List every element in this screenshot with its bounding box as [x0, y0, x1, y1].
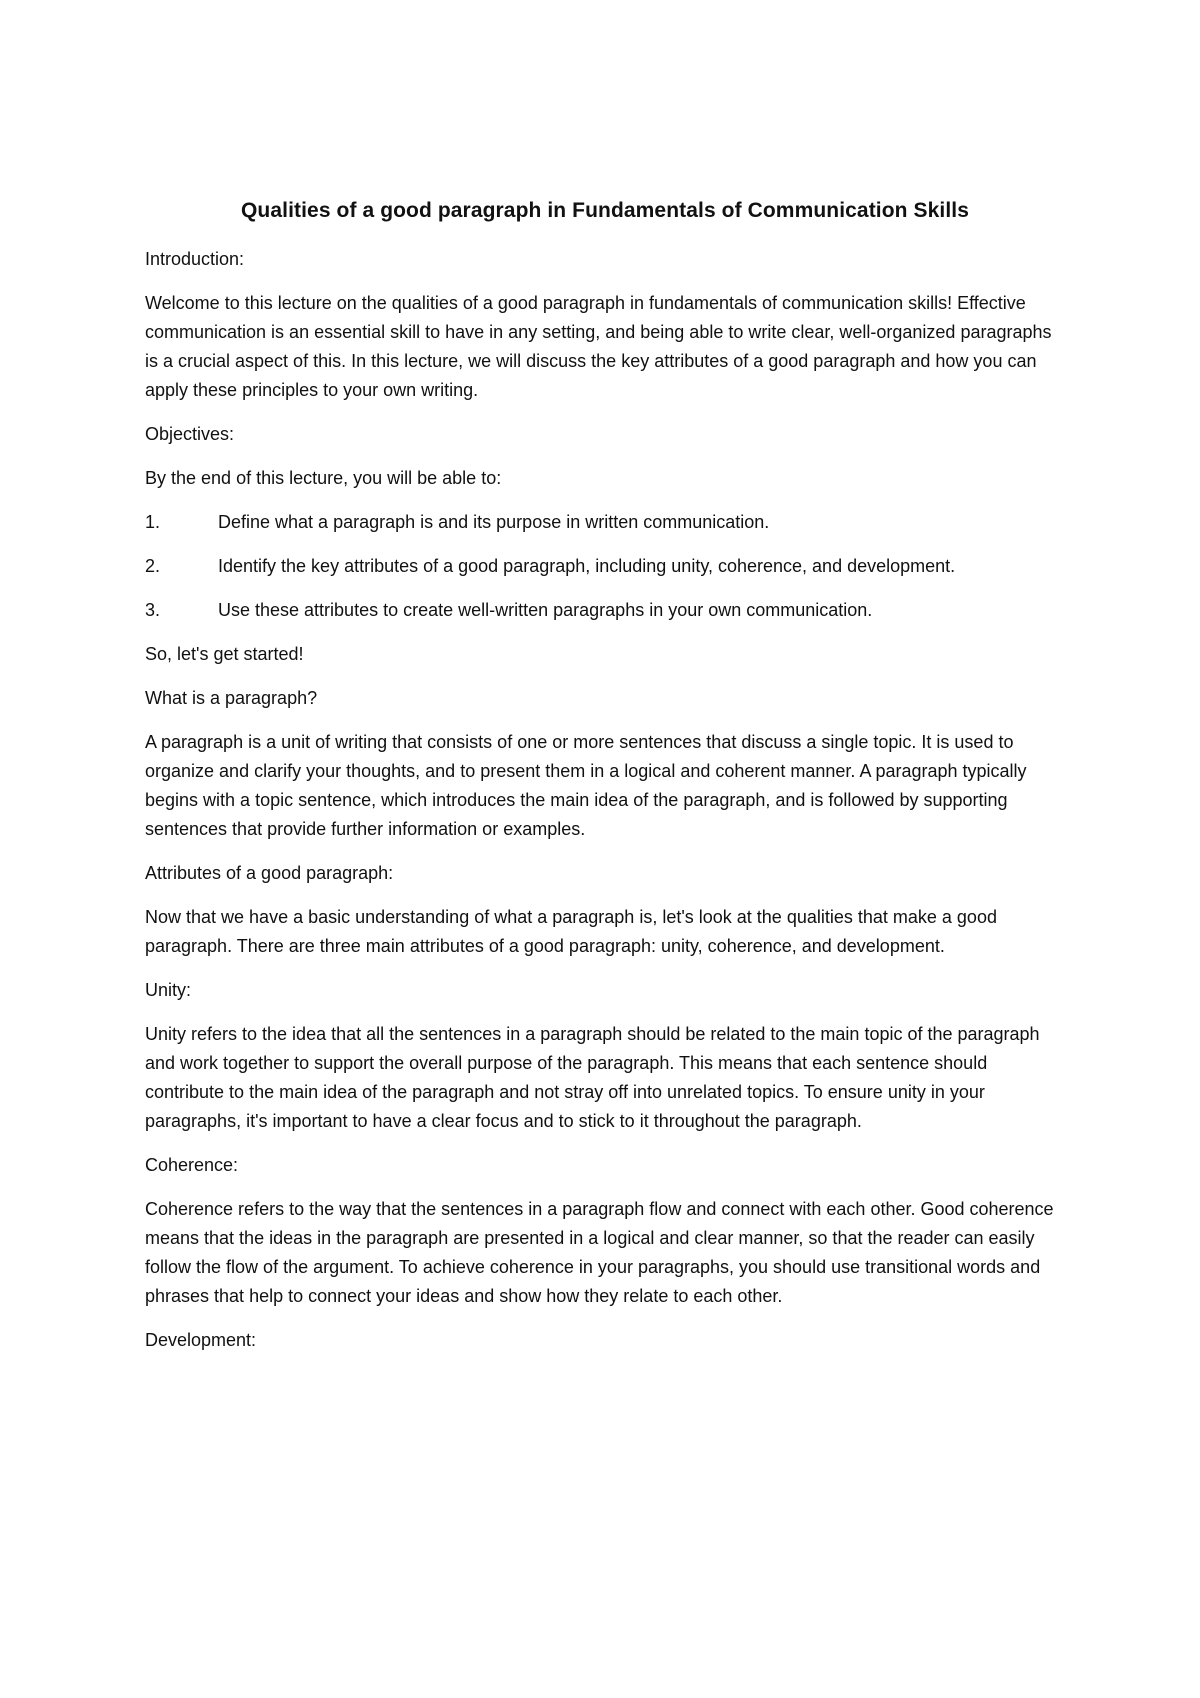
- coherence-heading: Coherence:: [145, 1155, 239, 1175]
- attributes-text: Now that we have a basic understanding of what a paragraph is, let's look at the qualities that make a good paragraph. There are three main attributes of a good paragraph: unity, coherence, and development.: [145, 907, 997, 956]
- objective-text: Define what a paragraph is and its purpose in written communication.: [218, 512, 770, 532]
- introduction-heading: Introduction:: [145, 249, 245, 269]
- objective-text: Use these attributes to create well-written paragraphs in your own communication.: [218, 600, 873, 620]
- development-heading: Development:: [145, 1330, 257, 1350]
- objective-item-1: [145, 508, 1065, 537]
- objective-number: 2.: [145, 556, 161, 576]
- objectives-lead: By the end of this lecture, you will be able to:: [145, 468, 502, 488]
- objective-item-3: [145, 596, 1065, 625]
- document-body: [145, 197, 1065, 1370]
- page-title: Qualities of a good paragraph in Fundamentals of Communication Skills: [241, 199, 969, 222]
- introduction-paragraph: Welcome to this lecture on the qualities of a good paragraph in fundamentals of communication skills! Effective communication is an essential skill to have in any setting, and being able to write clear, well-organized paragraphs is a crucial aspect of this. In this lecture, we will discuss the key attributes of a good paragraph and how you can apply these principles to your own writing.: [145, 293, 1052, 400]
- objective-number: 1.: [145, 512, 161, 532]
- what-is-paragraph-heading: What is a paragraph?: [145, 688, 318, 708]
- objective-number: 3.: [145, 600, 161, 620]
- start-line: So, let's get started!: [145, 644, 304, 664]
- unity-text: Unity refers to the idea that all the sentences in a paragraph should be related to the main topic of the paragraph and work together to support the overall purpose of the paragraph. This means that each sentence should contribute to the main idea of the paragraph and not stray off into unrelated topics. To ensure unity in your paragraphs, it's important to have a clear focus and to stick to it throughout the paragraph.: [145, 1024, 1040, 1131]
- objectives-heading: Objectives:: [145, 424, 235, 444]
- coherence-text: Coherence refers to the way that the sentences in a paragraph flow and connect with each other. Good coherence means that the ideas in the paragraph are presented in a logical and clear manner, so that the reader can easily follow the flow of the argument. To achieve coherence in your paragraphs, you should use transitional words and phrases that help to connect your ideas and show how they relate to each other.: [145, 1199, 1054, 1306]
- what-is-paragraph-text: A paragraph is a unit of writing that consists of one or more sentences that discuss a single topic. It is used to organize and clarify your thoughts, and to present them in a logical and coherent manner. A paragraph typically begins with a topic sentence, which introduces the main idea of the paragraph, and is followed by supporting sentences that provide further information or examples.: [145, 732, 1027, 839]
- unity-heading: Unity:: [145, 980, 192, 1000]
- objective-text: Identify the key attributes of a good paragraph, including unity, coherence, and development.: [218, 556, 956, 576]
- objective-item-2: [145, 552, 1065, 581]
- attributes-heading: Attributes of a good paragraph:: [145, 863, 394, 883]
